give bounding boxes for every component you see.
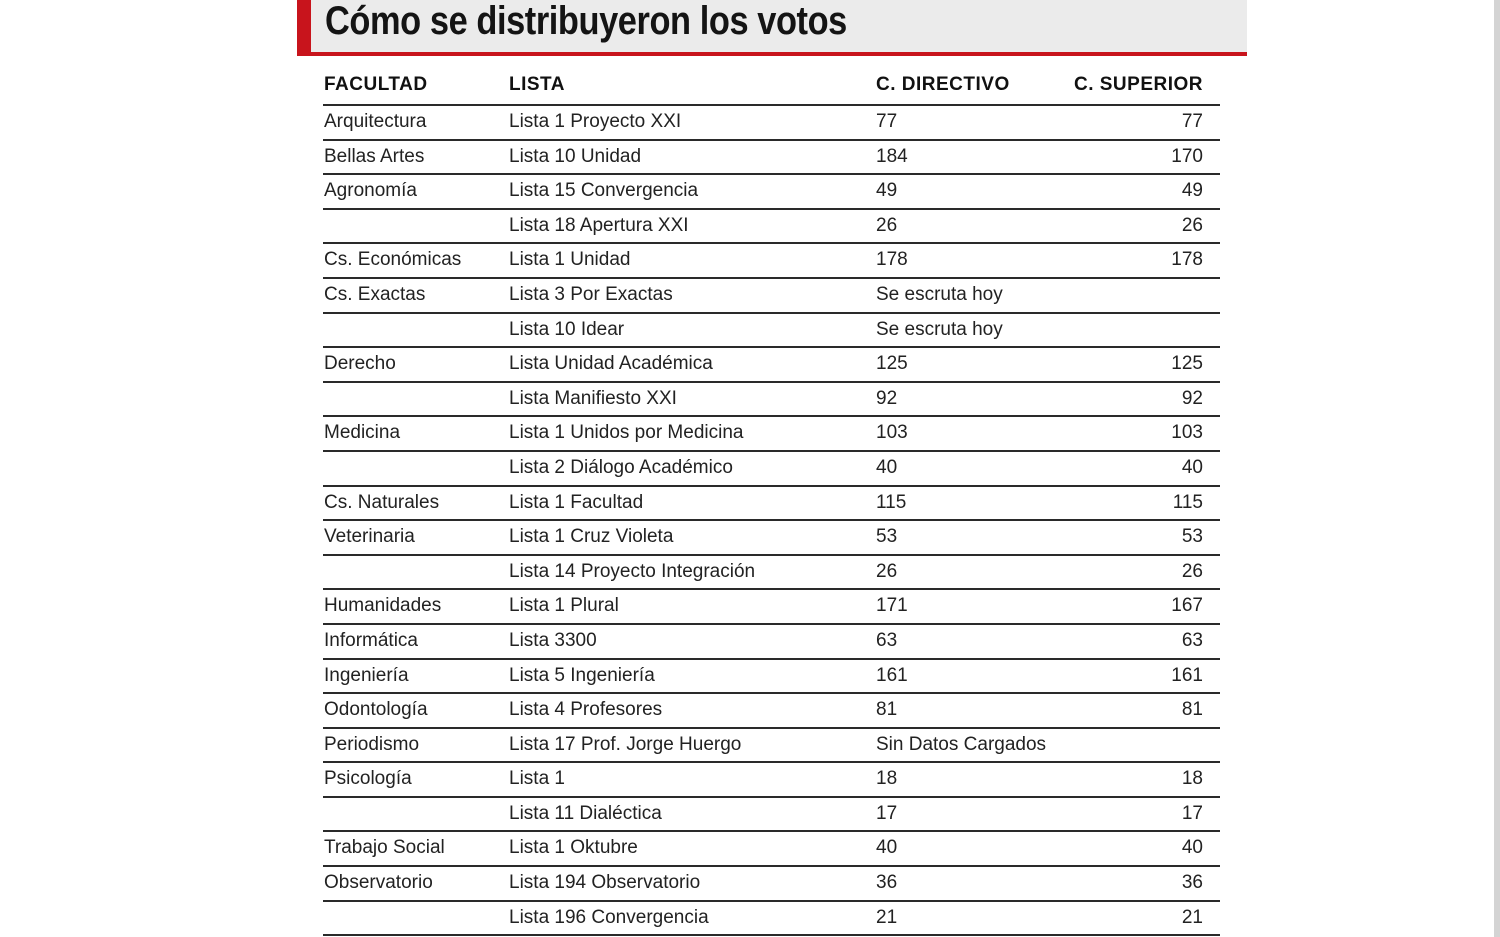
table-row [323,590,1220,625]
cell-lista: Lista 2 Diálogo Académico [509,456,733,478]
table-row [323,417,1220,452]
table-row [323,625,1220,660]
cell-superior: 40 [1181,837,1203,859]
cell-directivo: 53 [876,526,898,548]
cell-lista: Lista 10 Unidad [509,145,642,167]
cell-superior: 49 [1181,180,1203,202]
table-row [323,314,1220,349]
cell-superior: 161 [1171,664,1203,686]
cell-lista: Lista 11 Dialéctica [509,802,662,824]
cell-superior: 18 [1181,768,1203,790]
title-accent-bar [297,0,311,56]
cell-superior: 40 [1181,456,1203,478]
cell-superior: 53 [1181,526,1203,548]
cell-directivo: 49 [876,180,898,202]
table-row [323,660,1220,695]
cell-lista: Lista 3300 [509,629,597,651]
cell-directivo: 171 [876,595,908,617]
cell-directivo: 92 [876,387,898,409]
table-row [323,106,1220,141]
cell-directivo: 26 [876,214,898,236]
cell-superior: 26 [1181,214,1203,236]
cell-superior: 92 [1181,387,1203,409]
cell-facultad: Cs. Exactas [324,283,426,305]
cell-facultad: Observatorio [324,872,433,894]
table-row [323,521,1220,556]
cell-lista: Lista 1 Plural [509,595,619,617]
table-row [323,487,1220,522]
cell-superior: 167 [1171,595,1203,617]
cell-facultad: Medicina [324,422,401,444]
cell-lista: Lista 17 Prof. Jorge Huergo [509,733,742,755]
table-header-row [323,68,1220,106]
frame-edge [1494,0,1500,937]
column-header-superior: C. SUPERIOR [1073,74,1203,95]
cell-directivo: 17 [876,802,898,824]
table-row [323,452,1220,487]
cell-lista: Lista 5 Ingeniería [509,664,655,686]
cell-facultad: Cs. Naturales [324,491,440,513]
cell-lista: Lista 1 Unidos por Medicina [509,422,744,444]
cell-lista: Lista 1 Unidad [509,249,631,271]
cell-lista: Lista 1 Oktubre [509,837,638,859]
cell-directivo: Se escruta hoy [876,283,1003,305]
cell-superior: 63 [1181,629,1203,651]
table-row [323,175,1220,210]
table-row [323,798,1220,833]
cell-facultad: Humanidades [324,595,442,617]
cell-superior: 103 [1171,422,1203,444]
cell-facultad: Psicología [324,768,412,790]
cell-superior: 26 [1181,560,1203,582]
cell-facultad: Arquitectura [324,111,427,132]
cell-facultad: Trabajo Social [324,837,445,859]
cell-lista: Lista 15 Convergencia [509,180,699,202]
cell-directivo: 161 [876,664,908,686]
page-title: Cómo se distribuyeron los votos [325,0,847,43]
table-row [323,210,1220,245]
cell-facultad: Cs. Económicas [324,249,462,271]
cell-directivo: 115 [876,491,907,513]
cell-lista: Lista 1 Facultad [509,491,644,513]
cell-facultad: Derecho [324,353,396,375]
cell-lista: Lista 1 Proyecto XXI [509,111,682,132]
cell-facultad: Odontología [324,699,428,721]
table-row [323,729,1220,764]
cell-superior: 115 [1172,491,1203,513]
table-row [323,867,1220,902]
cell-lista: Lista 18 Apertura XXI [509,214,689,236]
cell-directivo: 125 [876,353,908,375]
table-row [323,383,1220,418]
cell-lista: Lista 1 Cruz Violeta [509,526,674,548]
table-row [323,763,1220,798]
cell-facultad: Ingeniería [324,664,409,686]
table-row [323,832,1220,867]
cell-directivo: 178 [876,249,908,271]
table-row [323,556,1220,591]
column-header-facultad: FACULTAD [324,74,428,95]
cell-lista: Lista 4 Profesores [509,699,663,721]
cell-lista: Lista 10 Idear [509,318,625,340]
cell-lista: Lista 14 Proyecto Integración [509,560,756,582]
cell-facultad: Veterinaria [324,526,415,548]
cell-facultad: Agronomía [324,180,417,202]
cell-directivo: 81 [876,699,898,721]
cell-lista: Lista 196 Convergencia [509,906,709,928]
cell-directivo: Sin Datos Cargados [876,733,1047,755]
cell-directivo: 40 [876,456,898,478]
column-header-lista: LISTA [509,74,565,95]
cell-directivo: 36 [876,872,898,894]
cell-lista: Lista 1 [509,768,565,790]
cell-facultad: Informática [324,629,418,651]
cell-directivo: 63 [876,629,898,651]
cell-facultad: Periodismo [324,733,420,755]
table-row [323,141,1220,176]
cell-directivo: 18 [876,768,898,790]
table-row [323,694,1220,729]
table-row [323,279,1220,314]
cell-directivo: 184 [876,145,908,167]
cell-superior: 125 [1171,353,1203,375]
table-row [323,244,1220,279]
cell-superior: 17 [1181,802,1203,824]
cell-superior: 77 [1181,111,1203,132]
table-body [323,106,1220,936]
cell-lista: Lista 194 Observatorio [509,872,701,894]
cell-directivo: 40 [876,837,898,859]
cell-directivo: 77 [876,111,898,132]
cell-superior: 170 [1171,145,1203,167]
votes-table [323,68,1220,936]
table-row [323,902,1220,937]
title-underline [297,52,1247,56]
cell-facultad: Bellas Artes [324,145,425,167]
cell-directivo: 26 [876,560,898,582]
cell-directivo: Se escruta hoy [876,318,1003,340]
cell-directivo: 103 [876,422,908,444]
column-header-directivo: C. DIRECTIVO [876,74,1010,95]
cell-lista: Lista Unidad Académica [509,353,713,375]
cell-directivo: 21 [876,906,898,928]
cell-lista: Lista Manifiesto XXI [509,387,677,409]
cell-superior: 81 [1181,699,1203,721]
cell-superior: 36 [1181,872,1203,894]
cell-superior: 178 [1171,249,1203,271]
table-row [323,348,1220,383]
cell-lista: Lista 3 Por Exactas [509,283,673,305]
cell-superior: 21 [1181,906,1203,928]
